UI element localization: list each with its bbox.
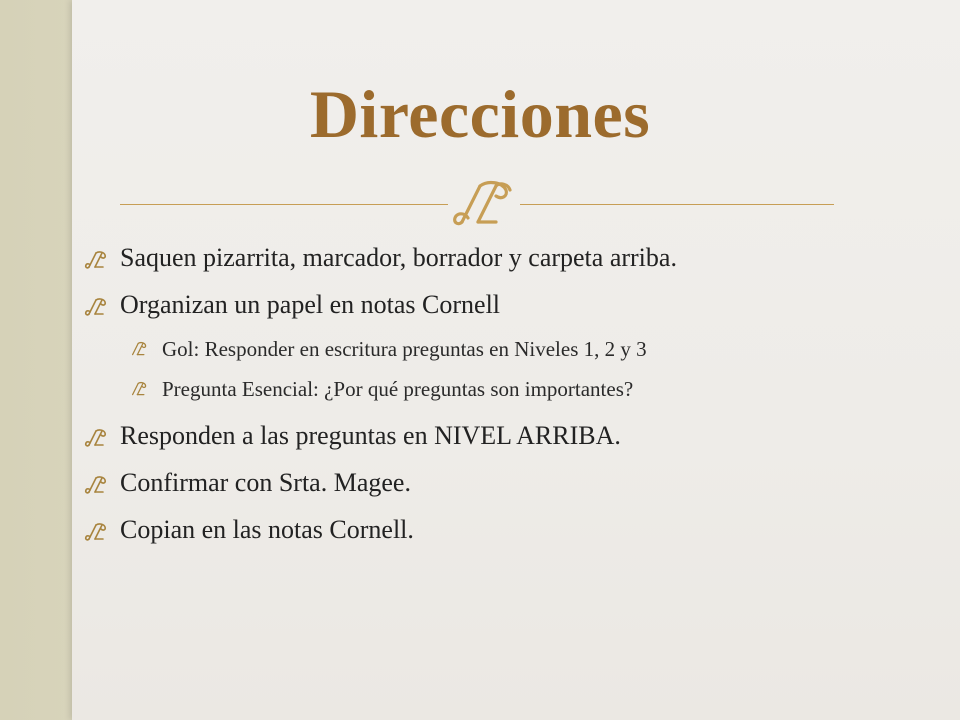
scroll-ornament-icon [450, 178, 518, 230]
list-item [84, 242, 844, 274]
list-item [84, 289, 844, 321]
title-divider-left [120, 204, 448, 205]
list-item-text: Copian en las notas Cornell. [120, 515, 414, 544]
scroll-bullet-icon [84, 428, 110, 448]
sub-list-item [128, 376, 844, 402]
scroll-bullet-icon [84, 522, 110, 542]
list-item-text: Responden a las preguntas en NIVEL ARRIBA. [120, 421, 621, 450]
list-item [84, 420, 844, 452]
slide-title: Direcciones [309, 76, 651, 152]
sub-list-item-text: Pregunta Esencial: ¿Por qué preguntas son importantes? [162, 377, 634, 401]
scroll-bullet-icon [128, 381, 150, 397]
bullet-list [84, 242, 844, 561]
list-item-text: Organizan un papel en notas Cornell [120, 290, 501, 319]
scroll-bullet-icon [84, 475, 110, 495]
list-item [84, 514, 844, 546]
list-item [84, 467, 844, 499]
scroll-bullet-icon [128, 341, 150, 357]
list-item-text: Saquen pizarrita, marcador, borrador y carpeta arriba. [120, 243, 677, 272]
list-item-text: Confirmar con Srta. Magee. [120, 468, 411, 497]
scroll-bullet-icon [84, 250, 110, 270]
sub-list-item [128, 336, 844, 362]
sub-list-item-text: Gol: Responder en escritura preguntas en Niveles 1, 2 y 3 [162, 337, 647, 361]
scroll-bullet-icon [84, 297, 110, 317]
title-divider-right [520, 204, 834, 205]
